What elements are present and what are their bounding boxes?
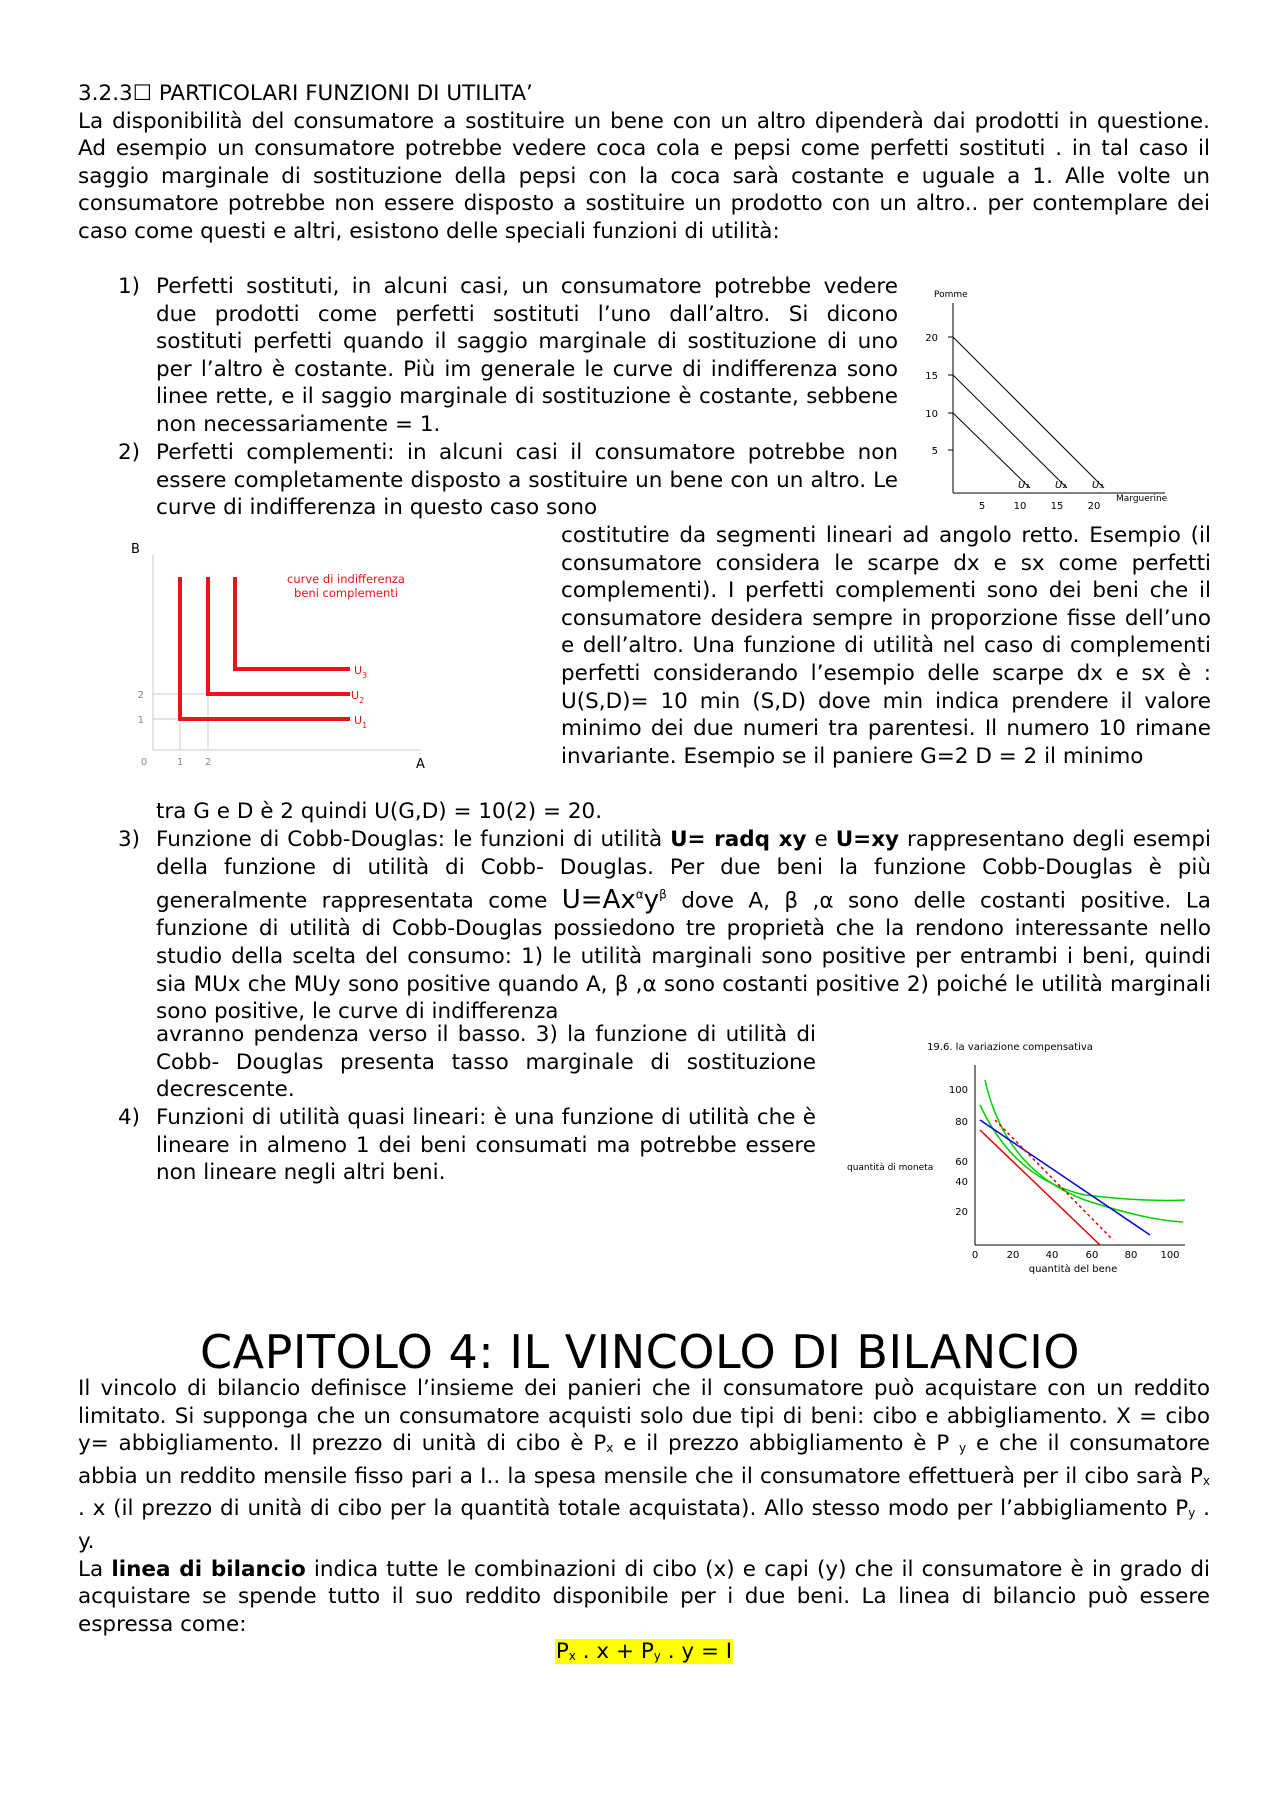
figure3-x-tick: 100 [1160,1250,1180,1261]
list-item-number: 4) [118,1105,141,1130]
section-intro-paragraph: La disponibilità del consumatore a sostituire un bene con un altro dipenderà dai prodotti in questione. Ad esempio un consumatore potrebbe vedere coca cola e pepsi come perfetti sostituti . in tal caso il saggio marginale di sostituzione della pepsi con la coca sarà costante e uguale a 1. Alle volte un consumatore potrebbe non essere disposto a sostituire un prodotto con un altro.. per contemplare dei caso come questi e altri, esistono delle speciali funzioni di utilità: [78,108,1210,244]
figure2-title-line1: curve di indifferenza [287,572,405,586]
budget-line-term: linea di bilancio [111,1556,306,1582]
figure-perfect-substitutes [920,283,1180,513]
section-intro-block [78,80,1210,246]
list-item-2-end [156,798,1211,826]
list-item-3-end [156,1021,816,1104]
figure3-x-tick: 60 [1085,1250,1099,1261]
list-item-2 [118,439,898,522]
chapter-paragraph-2: La linea di bilancio indica tutte le combinazioni di cibo (x) e capi (y) che il consumatore è in grado di acquistare se spende tutto il suo reddito disponibile per i due beni. La linea di bilancio può essere espressa come: [78,1556,1210,1637]
figure2-title-line2: beni complementi [294,586,398,600]
figure1-curve-u2 [953,375,1067,488]
figure3-budget-red-dashed [995,1120,1113,1240]
figure-perfect-complements [120,535,440,775]
figure1-y-label: Pomme [934,290,968,300]
list-item-text: costitutire da segmenti lineari ad angolo retto. Esempio (il consumatore considera le scarpe dx e sx come perfetti complementi). I perfetti complementi sono dei beni che il consumatore desidera sempre in proporzione fisse dell’uno e dell’altro. Una funzione di utilità nel caso di complementi perfetti considerando l’esempio delle scarpe dx e sx è : U(S,D)= 10 min (S,D) dove min indica prendere il valore minimo dei due numeri tra parentesi. Il numero 10 rimane invariante. Esempio se il paniere G=2 D = 2 il minimo [561,523,1211,769]
chapter-paragraph-1: Il vincolo di bilancio definisce l’insieme dei panieri che il consumatore può acquistare con un reddito limitato. Si supponga che un consumatore acquisti solo due tipi di beni: cibo e abbigliamento. X = cibo y= abbigliamento. Il prezzo di unità di cibo è $P_x$ e il prezzo abbigliamento è P $_y$ e che il consumatore abbia un reddito mensile fisso pari a I.. la spesa mensile che il consumatore effettuerà per il cibo sarà $P_x$ . x (il prezzo di unità di cibo per la quantità totale acquistata). Allo stesso modo per l’abbigliamento $P_y$ . y. [78,1376,1211,1554]
figure3-y-tick: 20 [955,1207,968,1218]
figure1-curve-u3 [953,337,1104,488]
budget-equation [78,1638,1210,1671]
figure3-x-tick: 80 [1124,1250,1138,1261]
figure3-y-label: quantità di moneta [847,1163,934,1173]
list-item-1 [118,273,898,439]
figure1-x-tick: 10 [1013,501,1027,512]
figure3-budget-red [980,1130,1100,1245]
figure1-curve-label: U₂ [1055,480,1067,491]
figure1-curve-u1 [953,413,1030,488]
list-item-number: 3) [118,827,141,852]
chapter-title: CAPITOLO 4: IL VINCOLO DI BILANCIO [200,1325,1080,1379]
list-item-text: avranno pendenza verso il basso. 3) la funzione di utilità di Cobb- Douglas presenta tasso marginale di sostituzione decrescente. [156,1022,816,1103]
figure3-x-tick: 20 [1006,1250,1020,1261]
list-item-number: 2) [118,440,141,465]
figure3-x-tick: 0 [971,1250,979,1261]
figure2-curve-label: $U_2$ [351,689,365,705]
figure1-curve-label: U₁ [1018,480,1030,491]
figure1-x-tick: 5 [978,501,986,512]
figure3-x-tick: 40 [1045,1250,1059,1261]
figure2-y-tick: 1 [137,715,144,726]
figure3-y-tick: 100 [948,1085,968,1096]
chapter-body [78,1375,1210,1671]
list-item-number: 1) [118,274,141,299]
figure1-x-tick: 20 [1087,501,1101,512]
list-item-text: Perfetti sostituti, in alcuni casi, un consumatore potrebbe vedere due prodotti come perfetti sostituti l’uno dall’altro. Si dicono sostituti perfetti quando il saggio marginale di sostituzione di uno per l’altro è costante. Più im generale le curve di indifferenza sono linee rette, e il saggio marginale di sostituzione è costante, sebbene non necessariamente = 1. [156,274,898,437]
figure1-y-tick: 10 [925,409,938,420]
list-item-text: Perfetti complementi: in alcuni casi il consumatore potrebbe non essere completamente disposto a sostituire un bene con un altro. Le curve di indifferenza in questo caso sono [156,440,898,521]
budget-equation-highlight: $P_x$ . $x + P_y$ . y = I [555,1639,733,1665]
figure1-x-tick: 15 [1050,501,1064,512]
formula-xy: U=xy [835,827,900,852]
figure1-y-tick: 20 [925,333,938,344]
figure1-curve-label: U₃ [1092,480,1104,491]
list-item-text: tra G e D è 2 quindi U(G,D) = 10(2) = 20. [156,799,603,824]
list-item-text: Funzione di Cobb-Douglas: le funzioni di utilità U= radq xy e U=xy rappresentano degli esempi della funzione di utilità di Cobb- Douglas. Per due beni la funzione Cobb-Douglas è più generalmente rappresentata come $U=Ax^\alpha y^\beta$ dove A, β ,α sono delle costanti positive. La funzione di utilità di Cobb-Douglas possiedono tre proprietà che la rendono interessante nello studio della scelta del consumo: 1) le utilità marginali sono positive per entrambi i beni, quindi sia MUx che MUy sono positive quando A, β ,α sono costanti positive 2) poiché le utilità marginali sono positive, le curve di indifferenza [156,827,1211,1025]
figure2-y-label: B [131,542,140,557]
figure2-x-tick: 0 [140,757,148,768]
cobb-douglas-formula: $U=Ax^\alpha y^\beta$ [561,884,667,915]
figure2-curve-label: $U_1$ [354,714,368,730]
figure2-x-tick: 2 [204,757,212,768]
formula-radq: U= radq xy [670,827,807,852]
section-heading: 3.2.3☐ PARTICOLARI FUNZIONI DI UTILITA’ [78,81,533,106]
figure2-x-label: A [416,757,425,772]
figure3-title: 19.6. la variazione compensativa [927,1042,1093,1053]
figure2-y-tick: 2 [137,690,144,701]
figure3-y-tick: 40 [955,1177,968,1188]
figure3-budget-blue [980,1120,1150,1235]
list-item-4 [118,1104,816,1187]
figure1-y-tick: 15 [925,371,938,382]
list-item-text: Funzioni di utilità quasi lineari: è una funzione di utilità che è lineare in almeno 1 dei beni consumati ma potrebbe essere non lineare negli altri beni. [156,1105,816,1186]
figure3-y-tick: 80 [955,1117,968,1128]
list-item-3 [118,826,1211,1026]
figure1-y-tick: 5 [931,446,938,457]
figure2-curve-label: $U_3$ [354,664,368,680]
figure3-x-label: quantità del bene [1028,1264,1118,1275]
figure2-x-tick: 1 [176,757,184,768]
figure3-y-tick: 60 [955,1157,968,1168]
figure1-x-label: Marguerine [1116,494,1168,504]
list-item-2-continued [561,522,1211,770]
figure-compensating-variation [845,1030,1195,1280]
figure3-curve-green-inner [980,1105,1185,1200]
